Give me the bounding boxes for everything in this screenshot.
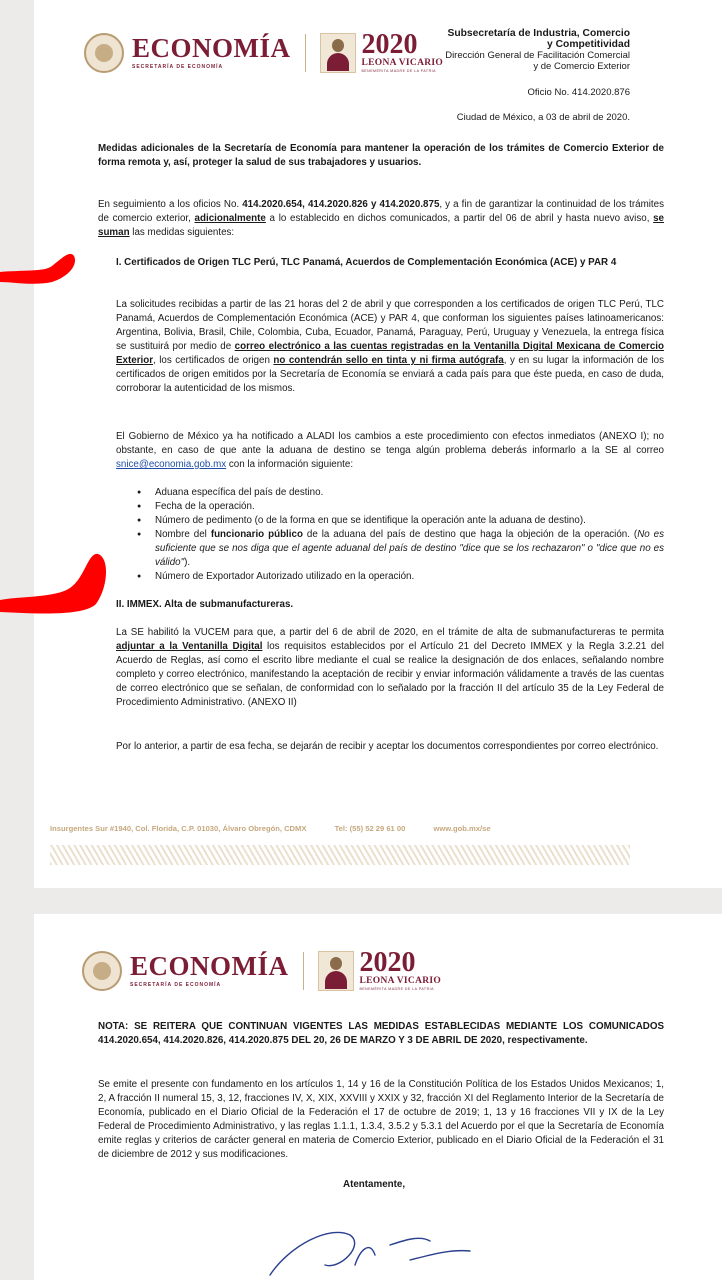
footer-phone: Tel: (55) 52 29 61 00 (334, 824, 406, 833)
logo-economia-sub: SECRETARÍA DE ECONOMÍA (130, 982, 222, 988)
list-item: ● Fecha de la operación. (133, 500, 664, 514)
agency-line-4: y de Comercio Exterior (533, 61, 630, 72)
logo-year-tagline: BENEMÉRITA MADRE DE LA PATRIA (359, 987, 434, 991)
red-marker-stroke-2 (0, 548, 112, 618)
agency-line-1: Subsecretaría de Industria, Comercio (447, 28, 630, 39)
header-logo (84, 29, 444, 73)
document-title: Medidas adicionales de la Secretaría de Economía para mantener la operación de los trámites de Comercio Exterior de forma remota y, así, proteger la salud de sus trabajadores y usuarios. (98, 143, 664, 168)
section-2-heading: II. IMMEX. Alta de submanufactureras. (116, 599, 294, 610)
list-item: ● Nombre del funcionario público de la aduana del país de destino que haga la objeción de la operación. (No es suficiente que se nos diga que el agente aduanal del país de destino "dice que se los rechazaron" o "dice que no es válido"). (133, 528, 664, 570)
document-date: Ciudad de México, a 03 de abril de 2020. (456, 112, 630, 123)
footer-pattern-band (50, 845, 630, 865)
section-2-paragraph-1: La SE habilitó la VUCEM para que, a partir del 6 de abril de 2020, en el trámite de alta de submanufactureras te permita adjuntar a la Ventanilla Digital los requisitos establecidos por el Artículo 21 del Decreto IMMEX y la Regla 3.2.21 del Acuerdo de Reglas, así como el escrito libre mediante el cual se realice la designación de dos enlaces, señalando nombre completo y correo electrónico, manifestando la aceptación de recibir y enviar información válidamente a través de las cuentas de correo electrónico que se señalan, de conformidad con lo señalado por la fracción II del artículo 35 de la Ley Federal de Procedimiento Administrativo. (ANEXO II) (116, 627, 664, 708)
section-1-heading: I. Certificados de Origen TLC Perú, TLC Panamá, Acuerdos de Complementación Económica (ACE) y PAR 4 (116, 257, 617, 268)
logo-year-name: LEONA VICARIO (359, 976, 442, 986)
footer-address: Insurgentes Sur #1940, Col. Florida, C.P. 01030, Álvaro Obregón, CDMX (50, 824, 307, 833)
page-2-logo (82, 947, 442, 991)
logo-economia-sub: SECRETARÍA DE ECONOMÍA (132, 64, 224, 70)
section-1-paragraph-2: El Gobierno de México ya ha notificado a ALADI los cambios a este procedimiento con efectos inmediatos (ANEXO I); no obstante, en caso de que ante la aduana de destino se tenga algún problema deberás informarlo a la SE al correo snice@economia.gob.mx con la información siguiente: (116, 431, 664, 470)
required-info-list (133, 486, 664, 584)
agency-line-2: y Competitividad (547, 39, 630, 50)
logo-year: 2020 (359, 947, 416, 978)
logo-divider (305, 34, 306, 72)
list-item: ● Número de pedimento (o de la forma en que se identifique la operación ante la aduana de destino). (133, 514, 664, 528)
header-agency (392, 28, 630, 123)
logo-year: 2020 (361, 29, 418, 60)
national-seal-icon (84, 33, 124, 73)
page-2-fundamento: Se emite el presente con fundamento en los artículos 1, 14 y 16 de la Constitución Política de los Estados Unidos Mexicanos; 1, 2, A fracción II numeral 15, 3, 12, fracciones IV, X, XIX, XXVIII y XXIX y 32, fracción XI del Reglamento Interior de la Secretaría de Economía, publicado en el Diario Oficial de la Federación el 17 de octubre de 2019; 1, 13 y 16 fracciones VII y IX de la Ley Federal de Procedimiento Administrativo, y las reglas 1.1.1, 1.3.4, 3.5.2 y 5.3.1 del Acuerdo por el que la Secretaría de Economía emite reglas y criterios de carácter general en materia de Comercio Exterior, publicado en el Diario Oficial de la Federación el 31 de diciembre de 2012 y sus modificaciones. (98, 1079, 664, 1160)
footer-contact (50, 824, 517, 833)
section-2-paragraph-2: Por lo anterior, a partir de esa fecha, se dejarán de recibir y aceptar los documentos correspondientes por correo electrónico. (116, 741, 659, 752)
list-item: ● Aduana específica del país de destino. (133, 486, 664, 500)
intro-paragraph: En seguimiento a los oficios No. 414.2020.654, 414.2020.826 y 414.2020.875, y a fin de garantizar la continuidad de los trámites de comercio exterior, adicionalmente a lo establecido en dichos comunicados, a partir del 06 de abril y hasta nuevo aviso, se suman las medidas siguientes: (98, 199, 665, 238)
logo-year-tagline: BENEMÉRITA MADRE DE LA PATRIA (361, 69, 436, 73)
national-seal-icon (82, 951, 122, 991)
oficio-number: Oficio No. 414.2020.876 (527, 87, 630, 98)
logo-year-name: LEONA VICARIO (361, 58, 444, 68)
snice-email-link[interactable]: snice@economia.gob.mx (116, 459, 227, 470)
logo-economia-word: ECONOMÍA (130, 951, 289, 981)
page-2-nota: NOTA: SE REITERA QUE CONTINUAN VIGENTES LAS MEDIDAS ESTABLECIDAS MEDIANTE LOS COMUNICADOS 414.2020.654, 414.2020.826, 414.2020.875 DEL 20, 26 DE MARZO Y 3 DE ABRIL DE 2020, respectivamente. (98, 1021, 664, 1046)
section-1-paragraph-1: La solicitudes recibidas a partir de las 21 horas del 2 de abril y que corresponden a los certificados de origen TLC Perú, TLC Panamá, Acuerdos de Complementación Económica (ACE) y PAR 4, que conforman los siguientes países latinoamericanos: Argentina, Bolivia, Brasil, Chile, Colombia, Cuba, Ecuador, Panamá, Paraguay, Perú, Uruguay y Venezuela, la entrega física se sustituirá por medio de correo electrónico a las cuentas registradas en la Ventanilla Digital Mexicana de Comercio Exterior, los certificados de origen no contendrán sello en tinta y ni firma autógrafa, y en su lugar la información de los certificados de origen emitidos por la Secretaría de Economía se enviará a cada país para que éste pueda, en caso de duda, corroborar la autenticidad de los mismos. (116, 299, 664, 394)
logo-divider (303, 952, 304, 990)
leona-vicario-portrait-icon (318, 951, 354, 991)
leona-vicario-portrait-icon (320, 33, 356, 73)
closing-salutation: Atentamente, (343, 1179, 406, 1190)
logo-economia-word: ECONOMÍA (132, 33, 291, 63)
footer-web: www.gob.mx/se (433, 824, 491, 833)
agency-line-3: Dirección General de Facilitación Comercial (445, 50, 630, 61)
red-marker-stroke-1 (0, 242, 80, 288)
list-item: ● Número de Exportador Autorizado utilizado en la operación. (133, 570, 664, 584)
handwritten-signature-icon (230, 1215, 490, 1280)
